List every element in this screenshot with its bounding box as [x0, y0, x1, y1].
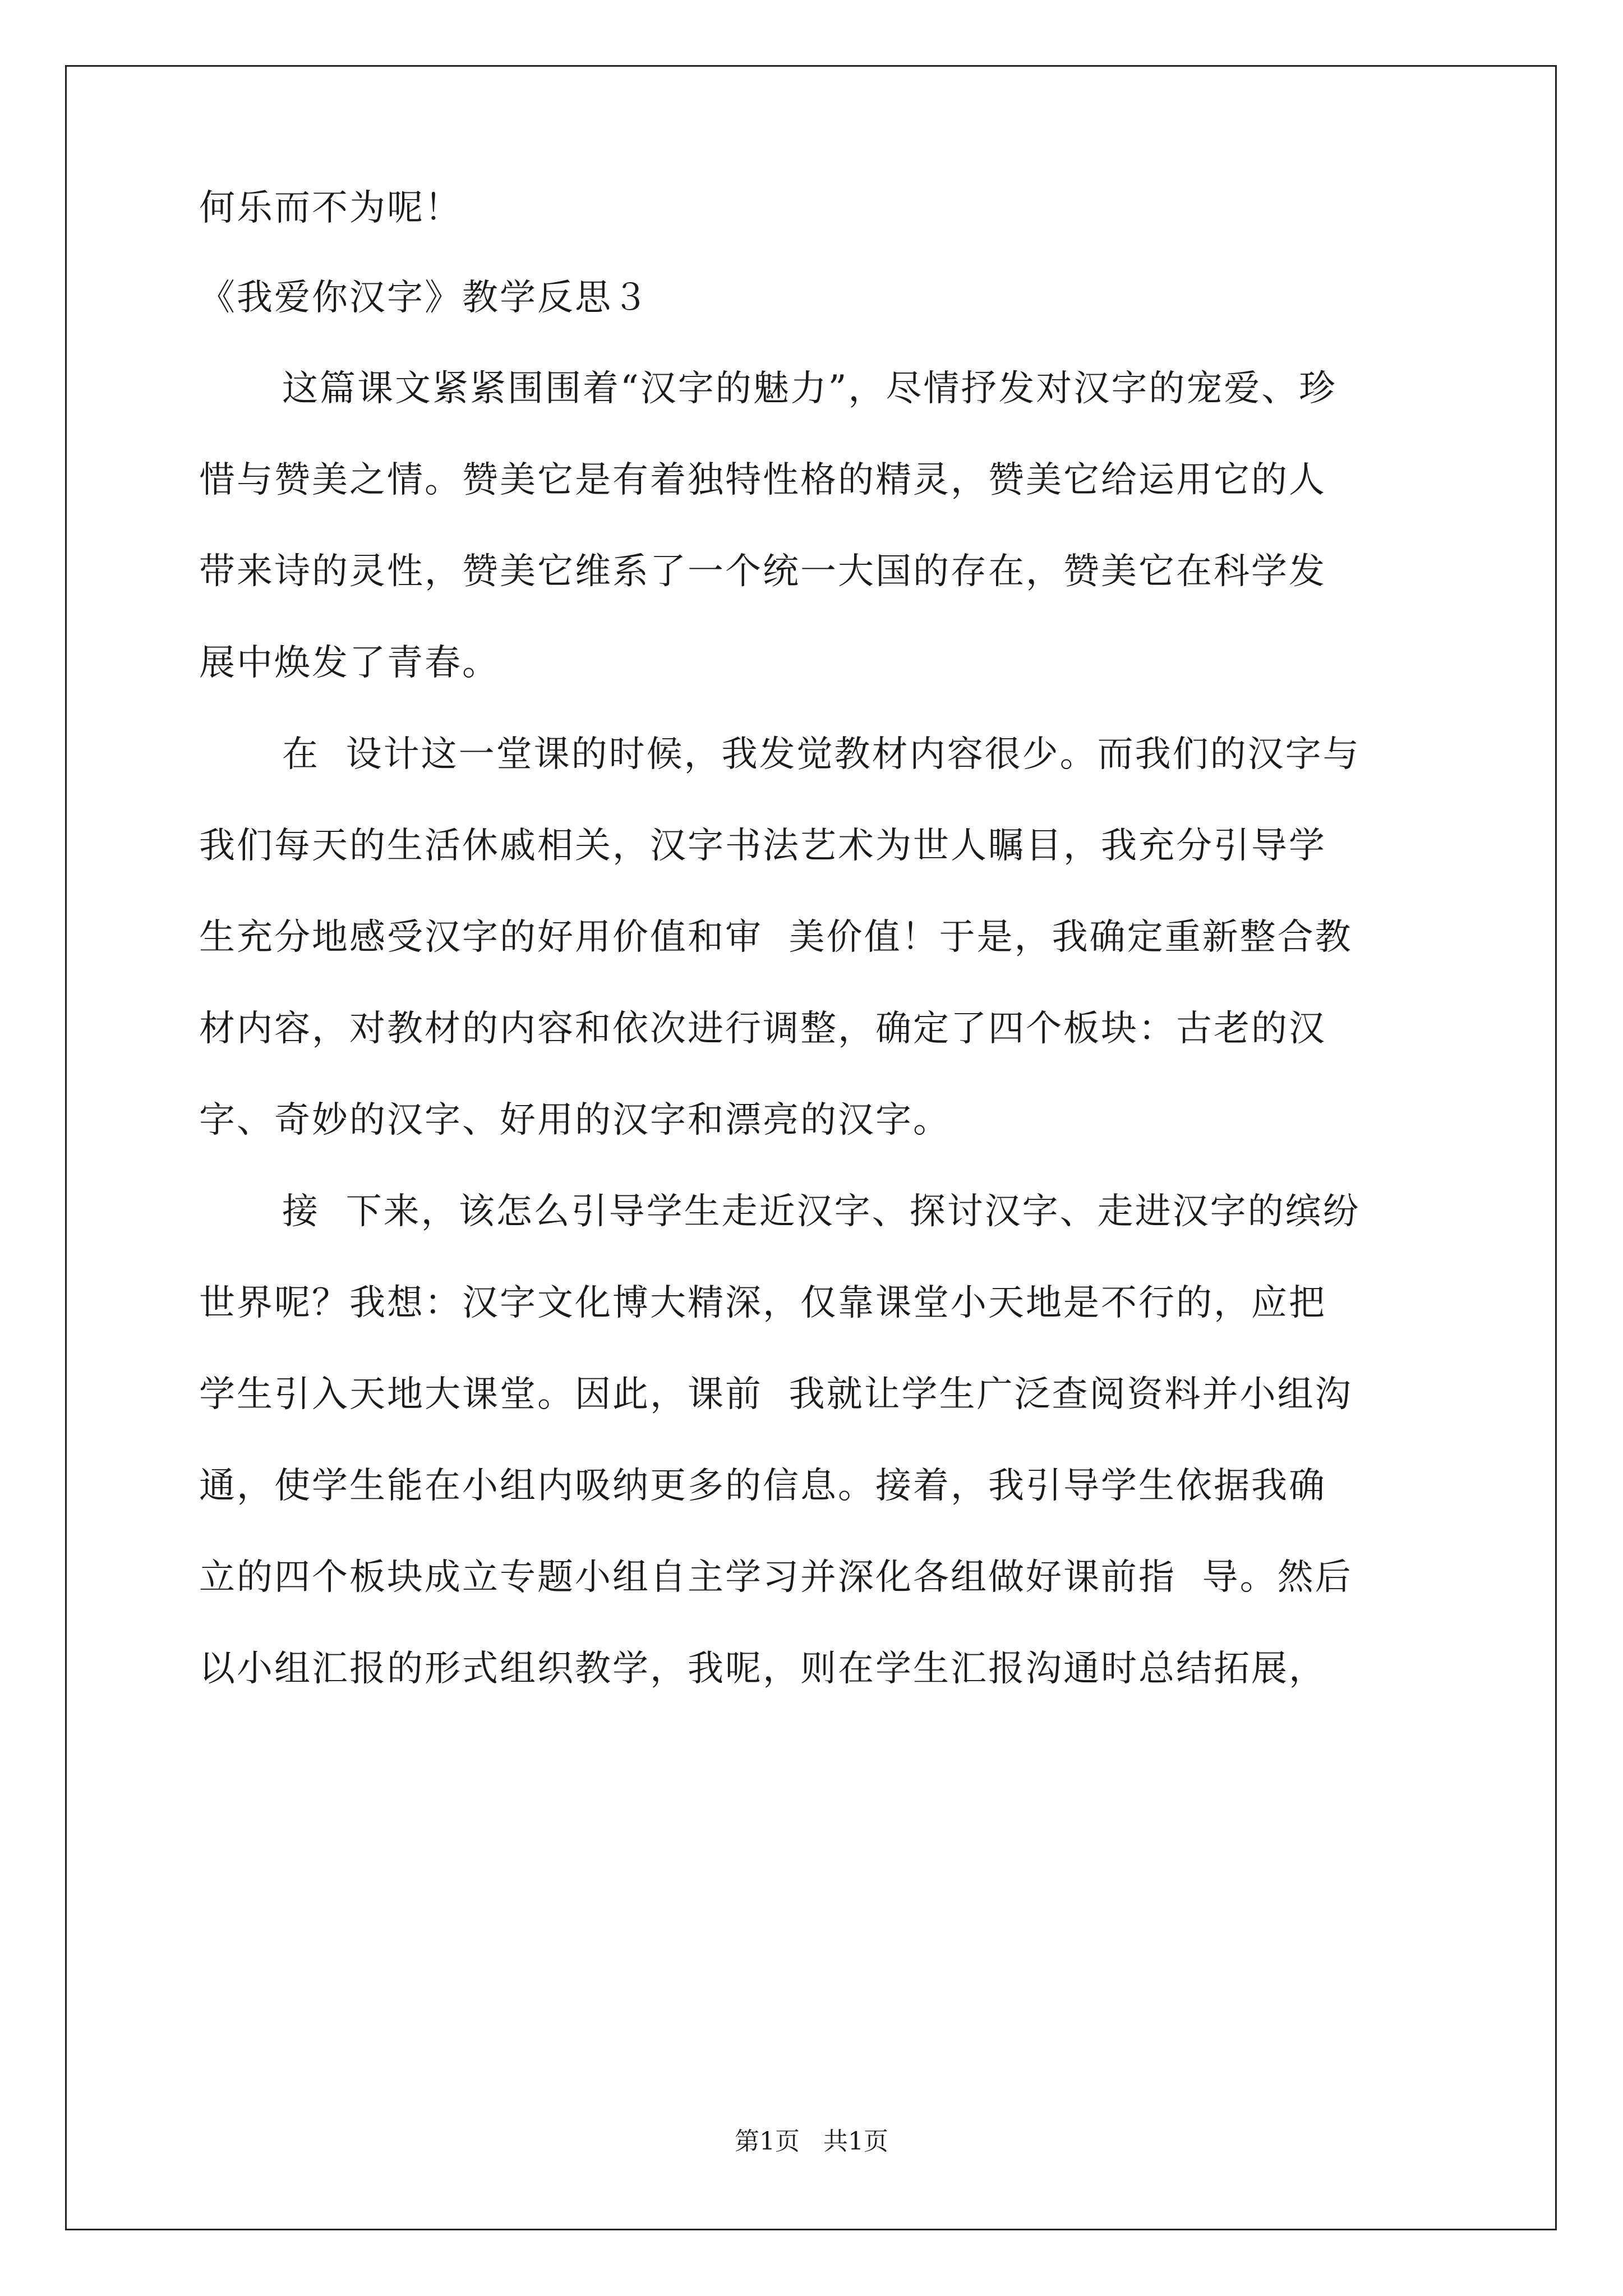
- paragraph-line: 这篇课文紧紧围围着“汉字的魅力”，尽情抒发对汉字的宠爱、珍: [282, 368, 1337, 409]
- paragraph-line: 以小组汇报的形式组织教学，我呢，则在学生汇报沟通时总结拓展，: [199, 1648, 1326, 1690]
- paragraph-line: 接 下来，该怎么引导学生走近汉字、探讨汉字、走进汉字的缤纷: [282, 1191, 1361, 1232]
- paragraph-1: [199, 366, 1433, 686]
- paragraph-line: 材内容，对教材的内容和依次进行调整，确定了四个板块：古老的汉: [199, 1008, 1326, 1050]
- paragraph-line: 我们每天的生活休戚相关，汉字书法艺术为世人瞩目，我充分引导学: [199, 825, 1326, 867]
- paragraph-2: [199, 731, 1433, 1143]
- paragraph-line: 立的四个板块成立专题小组自主学习并深化各组做好课前指 导。然后: [199, 1557, 1353, 1598]
- paragraph-line: 通，使学生能在小组内吸纳更多的信息。接着，我引导学生依据我确: [199, 1465, 1326, 1507]
- paragraph-line: 在 设计这一堂课的时候，我发觉教材内容很少。而我们的汉字与: [282, 734, 1361, 775]
- section-heading: 《我爱你汉字》教学反思３: [199, 277, 650, 319]
- paragraph-line: 学生引入天地大课堂。因此，课前 我就让学生广泛查阅资料并小组沟: [199, 1374, 1353, 1415]
- paragraph-line: 生充分地感受汉字的好用价值和审 美价值！于是，我确定重新整合教: [199, 917, 1353, 958]
- document-body: [199, 185, 1433, 1737]
- paragraph-line: 世界呢？我想：汉字文化博大精深，仅靠课堂小天地是不行的，应把: [199, 1282, 1326, 1324]
- paragraph-line: 字、奇妙的汉字、好用的汉字和漂亮的汉字。: [199, 1099, 951, 1141]
- paragraph-line: 展中焕发了青春。: [199, 642, 500, 684]
- page-footer: 第1页 共1页: [735, 2127, 888, 2156]
- paragraph-line: 惜与赞美之情。赞美它是有着独特性格的精灵，赞美它给运用它的人: [199, 459, 1326, 501]
- closing-line: 何乐而不为呢！: [199, 187, 462, 229]
- paragraph-line: 带来诗的灵性，赞美它维系了一个统一大国的存在，赞美它在科学发: [199, 551, 1326, 592]
- paragraph-3: [199, 1189, 1433, 1692]
